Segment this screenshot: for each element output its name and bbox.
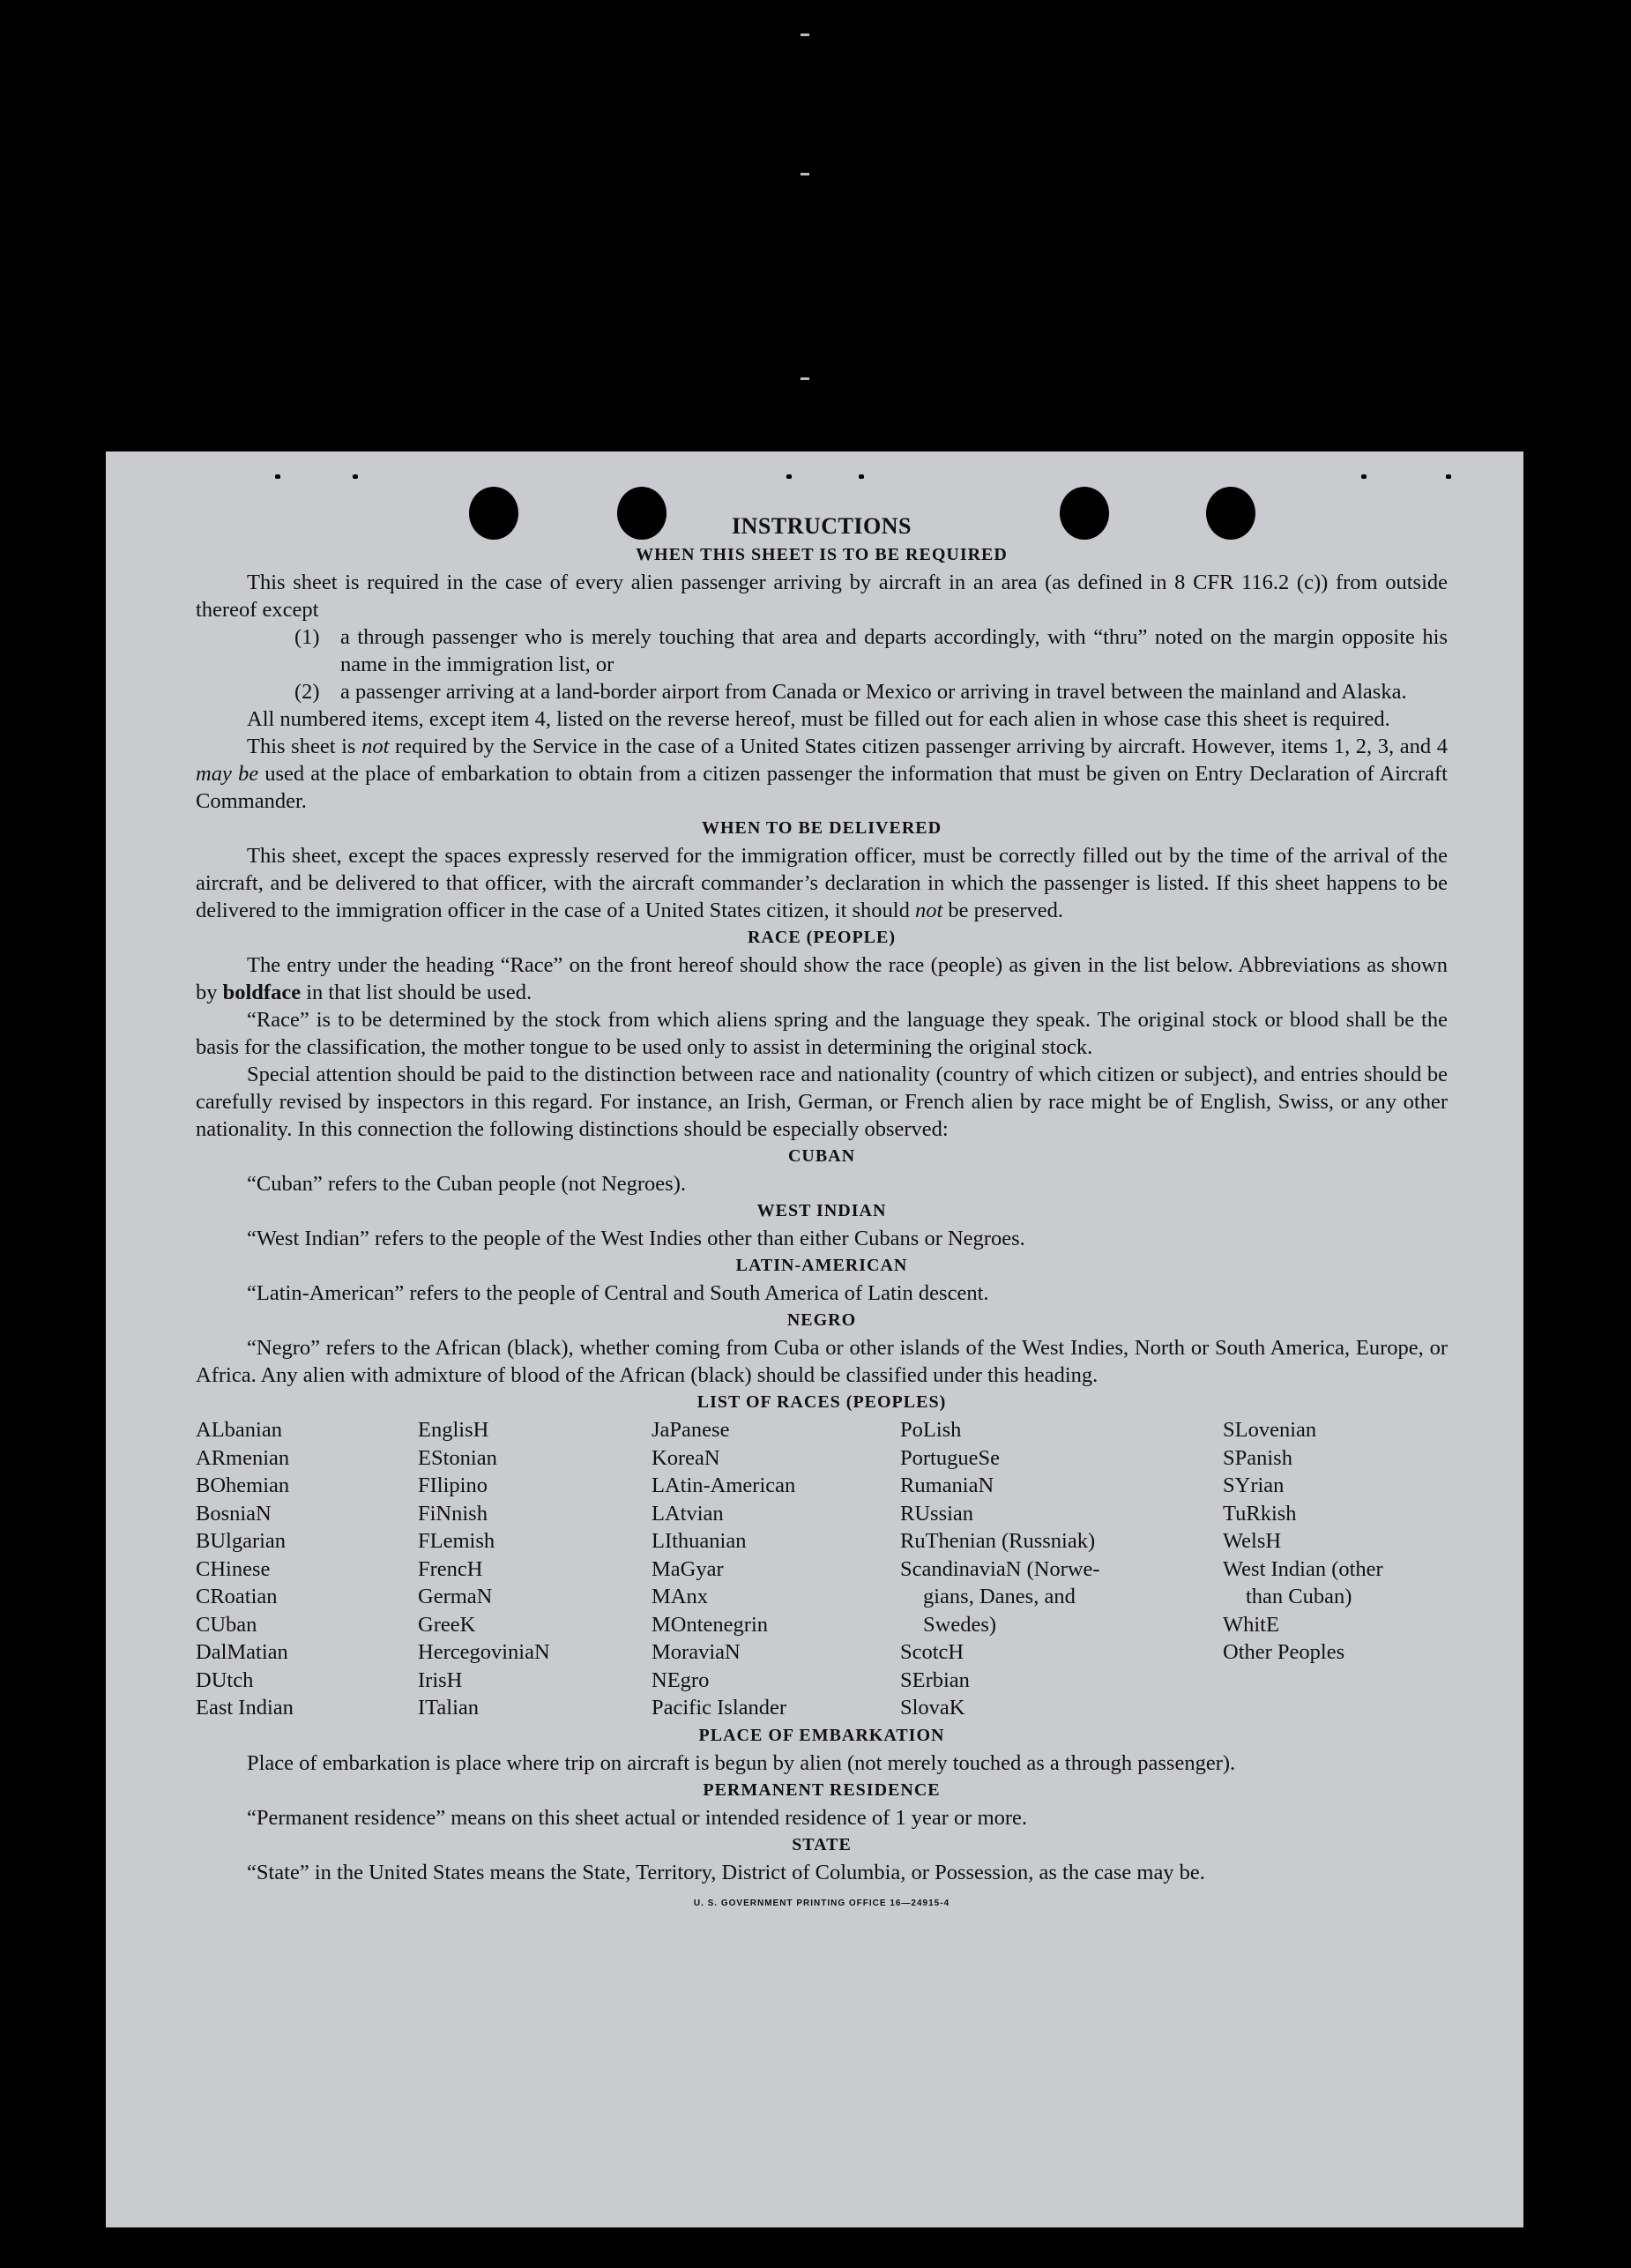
paragraph: “Permanent residence” means on this sheet actual or intended residence of 1 year or more. (247, 1805, 1028, 1830)
races-heading: LIST OF RACES (PEOPLES) (696, 1392, 947, 1412)
definition-text: “Latin-American” refers to the people of Central and South America of Latin descent. (247, 1281, 989, 1305)
race-entry: Pacific Islander (652, 1696, 787, 1720)
page-title: INSTRUCTIONS (732, 513, 912, 539)
section-heading: RACE (PEOPLE) (748, 928, 896, 947)
paragraph: Place of embarkation is place where trip on aircraft is begun by alien (not merely touched as a through passenger). (247, 1750, 1236, 1775)
speck (859, 474, 864, 479)
race-entry-continued: gians, Danes, and (923, 1585, 1076, 1608)
definition-heading: CUBAN (787, 1146, 856, 1166)
race-entry: DUtch (196, 1667, 254, 1692)
race-entry: WhitE (1223, 1612, 1279, 1637)
race-entry: GermaN (418, 1585, 493, 1608)
race-entry: CUban (196, 1612, 257, 1637)
race-entry: SlovaK (900, 1696, 965, 1720)
race-entry: SYrian (1223, 1473, 1285, 1497)
races-column-3 (652, 1416, 900, 1722)
race-entry: KoreaN (652, 1445, 720, 1470)
race-entry: BOhemian (196, 1473, 290, 1497)
race-entry: MoraviaN (652, 1640, 741, 1664)
punch-hole (469, 487, 518, 540)
paragraph: This sheet, except the spaces expressly reserved for the immigration officer, must be correctly filled out by the time of the arrival of the aircraft, and be delivered to that officer, with the aircraft commander’s declaration in which the passenger is listed. If this sheet happens to be delivered to the immigration officer in the case of a United States citizen, it should not be preserved. (196, 844, 1448, 922)
item-text: a through passenger who is merely touching that area and departs accordingly, with “thru” noted on the margin opposite his name in the immigration list, or (340, 625, 1448, 676)
speck (1446, 474, 1451, 479)
race-entry: MOntenegrin (652, 1612, 768, 1637)
definition-heading: NEGRO (786, 1310, 857, 1330)
race-entry: BosniaN (196, 1501, 272, 1526)
paragraph: All numbered items, except item 4, listed on the reverse hereof, must be filled out for each alien in whose case this sheet is required. (247, 707, 1390, 731)
paragraph: “State” in the United States means the State, Territory, District of Columbia, or Possession, as the case may be. (247, 1860, 1205, 1884)
race-entry: RUssian (900, 1501, 974, 1526)
race-entry: SErbian (900, 1667, 970, 1692)
race-entry: MaGyar (652, 1556, 724, 1581)
punch-hole (1060, 487, 1109, 540)
race-entry: CRoatian (196, 1585, 278, 1608)
item-number: (2) (294, 680, 320, 704)
scan-mark (801, 34, 809, 36)
race-entry: FrencH (418, 1556, 483, 1581)
section-heading: WHEN TO BE DELIVERED (701, 818, 942, 838)
item-number: (1) (294, 625, 320, 649)
races-column-5 (1223, 1416, 1448, 1722)
race-entry: CHinese (196, 1556, 271, 1581)
paragraph: “Race” is to be determined by the stock from which aliens spring and the language they speak. The original stock or blood shall be the basis for the classification, the mother tongue to be used only to assist in determining the original stock. (196, 1008, 1448, 1059)
race-entry: JaPanese (652, 1418, 730, 1442)
list-item (294, 678, 1448, 705)
race-entry: HercegoviniaN (418, 1640, 550, 1664)
item-text: a passenger arriving at a land-border airport from Canada or Mexico or arriving in travel between the mainland and Alaska. (340, 680, 1407, 704)
race-entry: PoLish (900, 1418, 962, 1442)
race-entry: GreeK (418, 1612, 476, 1637)
races-column-1 (196, 1416, 418, 1722)
punch-hole (617, 487, 667, 540)
race-entry: RumaniaN (900, 1473, 994, 1497)
section-heading: STATE (792, 1834, 852, 1854)
race-entry: ALbanian (196, 1418, 282, 1442)
section-heading: PLACE OF EMBARKATION (698, 1725, 945, 1745)
scan-mark (801, 377, 809, 380)
race-entry: PortugueSe (900, 1445, 1000, 1470)
race-entry: WelsH (1223, 1529, 1282, 1553)
definition-text: “Cuban” refers to the Cuban people (not Negroes). (247, 1172, 686, 1196)
race-entry: East Indian (196, 1696, 294, 1720)
race-entry: FiNnish (418, 1501, 488, 1526)
punch-hole (1206, 487, 1255, 540)
race-entry: TuRkish (1223, 1501, 1297, 1526)
race-entry: LIthuanian (652, 1529, 747, 1553)
section-heading: PERMANENT RESIDENCE (703, 1779, 941, 1800)
race-entry: EnglisH (418, 1418, 489, 1442)
race-entry: LAtin-American (652, 1473, 796, 1497)
race-entry-continued: than Cuban) (1246, 1585, 1352, 1608)
race-entry: LAtvian (652, 1501, 724, 1526)
race-entry: DalMatian (196, 1640, 288, 1664)
races-column-2 (418, 1416, 652, 1722)
race-entry: FLemish (418, 1529, 495, 1553)
definition-heading: WEST INDIAN (756, 1201, 887, 1220)
race-entry: FIlipino (418, 1473, 488, 1497)
speck (786, 474, 792, 479)
race-entry-continued: Swedes) (923, 1612, 997, 1637)
races-list (196, 1416, 1448, 1722)
section-heading: WHEN THIS SHEET IS TO BE REQUIRED (636, 545, 1008, 564)
paragraph: The entry under the heading “Race” on the front hereof should show the race (people) as given in the list below. Abbreviations as shown by boldface in that list should be used. (196, 953, 1448, 1004)
definition-text: “West Indian” refers to the people of the West Indies other than either Cubans or Negroes. (247, 1227, 1025, 1250)
instruction-sheet (106, 451, 1523, 2227)
paragraph: This sheet is not required by the Service in the case of a United States citizen passenger arriving by aircraft. However, items 1, 2, 3, and 4 may be used at the place of embarkation to obtain from a citizen passenger the information that must be given on Entry Declaration of Aircraft Commander. (196, 735, 1448, 813)
race-entry: ITalian (418, 1696, 480, 1720)
race-entry: SPanish (1223, 1445, 1292, 1470)
races-column-4 (900, 1416, 1223, 1722)
race-entry: MAnx (652, 1585, 708, 1608)
race-entry: RuThenian (Russniak) (900, 1529, 1096, 1553)
definition-text: “Negro” refers to the African (black), whether coming from Cuba or other islands of the West Indies, North or South America, Europe, or Africa. Any alien with admixture of blood of the African (black) should be classified under this heading. (196, 1336, 1448, 1387)
speck (275, 474, 280, 479)
definition-heading: LATIN-AMERICAN (735, 1256, 908, 1275)
race-entry: Other Peoples (1223, 1640, 1345, 1664)
paragraph: Special attention should be paid to the distinction between race and nationality (country of which citizen or subject), and entries should be carefully revised by inspectors in this regard. For instance, an Irish, German, or French alien by race might be of English, Swiss, or any other nationality. In this connection the following distinctions should be especially observed: (196, 1063, 1448, 1141)
race-entry: EStonian (418, 1445, 497, 1470)
speck (1361, 474, 1367, 479)
race-entry: SLovenian (1223, 1418, 1317, 1442)
race-entry: NEgro (652, 1667, 710, 1692)
race-entry: BUlgarian (196, 1529, 287, 1553)
race-entry: West Indian (other (1223, 1556, 1383, 1581)
race-entry: IrisH (418, 1667, 463, 1692)
race-entry: ScotcH (900, 1640, 964, 1664)
race-entry: ScandinaviaN (Norwe- (900, 1556, 1100, 1581)
printing-office-imprint: U. S. GOVERNMENT PRINTING OFFICE 16—24915-4 (693, 1898, 950, 1908)
scan-mark (801, 173, 809, 175)
list-item (294, 623, 1448, 678)
race-entry: ARmenian (196, 1445, 290, 1470)
speck (353, 474, 358, 479)
paragraph: This sheet is required in the case of every alien passenger arriving by aircraft in an area (as defined in 8 CFR 116.2 (c)) from outside thereof except (196, 571, 1448, 622)
